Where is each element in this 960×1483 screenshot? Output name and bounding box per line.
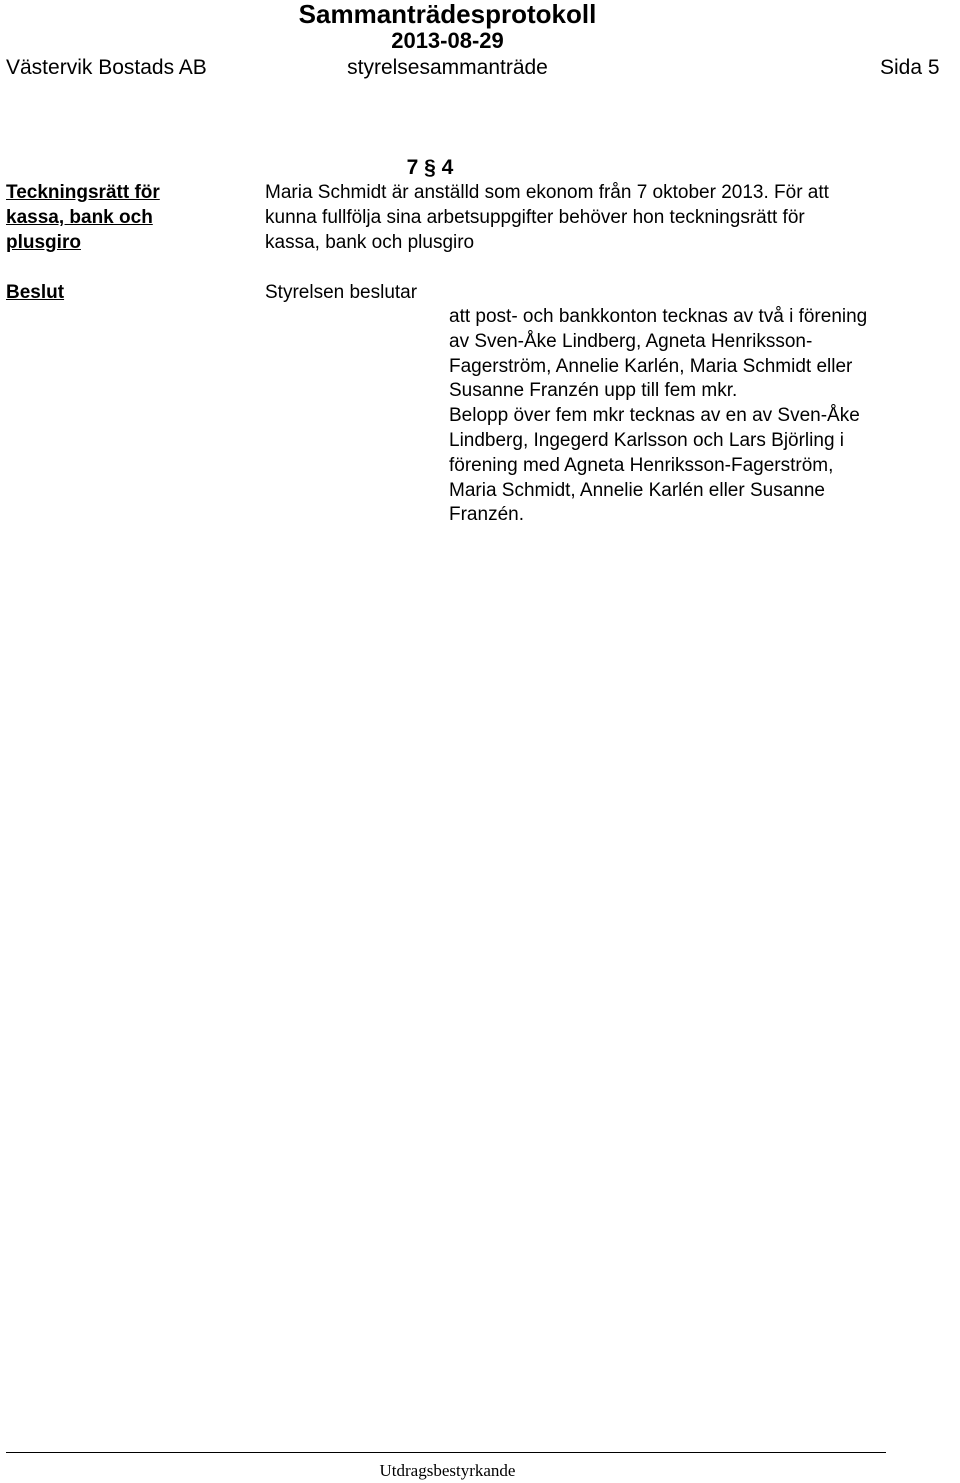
side-label-line: kassa, bank och [6,207,153,228]
decision-line: förening med Agneta Henriksson-Fagerström, [449,454,834,476]
decision-line: Franzén. [449,504,524,526]
section-number: 7 § 4 [406,156,454,179]
decision-line: Fagerström, Annelie Karlén, Maria Schmidt eller [449,355,853,377]
page-number: Sida 5 [880,56,940,79]
document-title: Sammanträdesprotokoll [298,0,597,29]
decision-intro: Styrelsen beslutar [265,282,418,303]
decision-label: Beslut [6,282,65,303]
footer-text: Utdragsbestyrkande [379,1461,516,1480]
body-text-line: Maria Schmidt är anställd som ekonom från 7 oktober 2013. För att [265,182,829,203]
decision-line: Lindberg, Ingegerd Karlsson och Lars Björling i [449,429,845,451]
decision-line: av Sven-Åke Lindberg, Agneta Henriksson- [449,330,813,352]
body-text-line: kassa, bank och plusgiro [265,232,475,253]
meeting-date: 2013-08-29 [391,28,504,53]
side-label-line: plusgiro [6,232,81,253]
meeting-type: styrelsesammanträde [347,56,548,79]
decision-line: Belopp över fem mkr tecknas av en av Sven-Åke [449,405,860,427]
footer-divider [6,1452,886,1453]
company-name: Västervik Bostads AB [6,56,207,79]
decision-line: Maria Schmidt, Annelie Karlén eller Susanne [449,479,825,501]
side-label-line: Teckningsrätt för [6,182,160,203]
body-text-line: kunna fullfölja sina arbetsuppgifter behöver hon teckningsrätt för [265,207,805,228]
decision-line: att post- och bankkonton tecknas av två i förening [449,306,868,327]
decision-text [449,305,949,528]
decision-line: Susanne Franzén upp till fem mkr. [449,380,738,402]
